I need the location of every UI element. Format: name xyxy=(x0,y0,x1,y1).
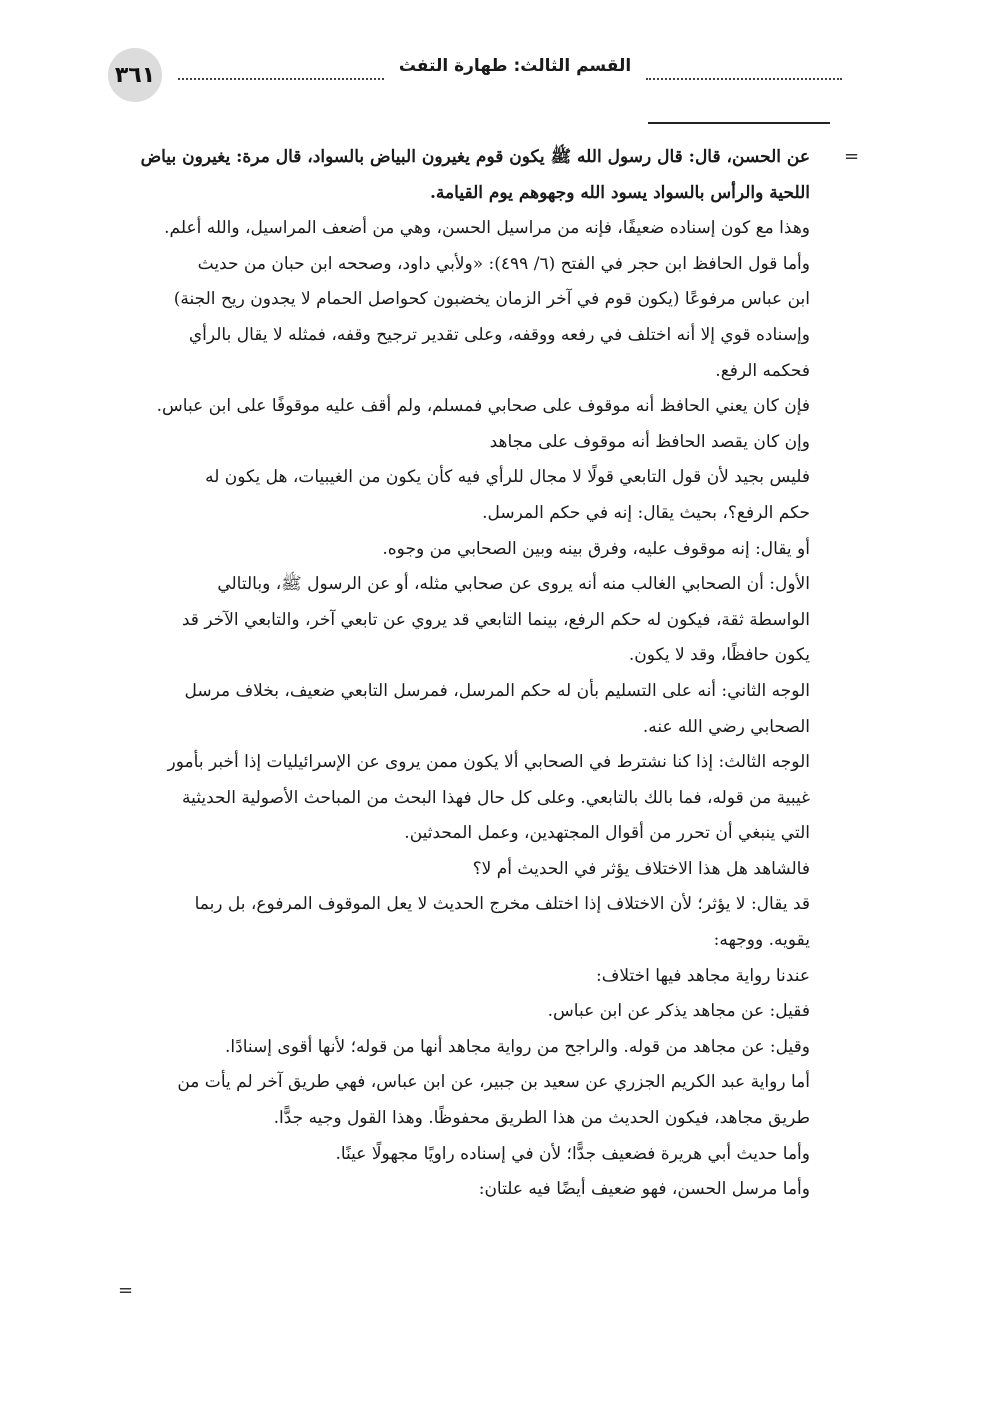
text-line: وإسناده قوي إلا أنه اختلف في رفعه ووقفه، وعلى تقدير ترجيح وقفه، فمثله لا يقال بالرأي xyxy=(188,324,810,345)
text-line: حكم الرفع؟، بحيث يقال: إنه في حكم المرسل. xyxy=(482,502,810,523)
page-number: ٣٦١ xyxy=(108,48,162,102)
text-line: الواسطة ثقة، فيكون له حكم الرفع، بينما التابعي قد يروي عن تابعي آخر، والتابعي الآخر قد xyxy=(181,609,810,630)
text-line: عن الحسن، قال: قال رسول الله ﷺ يكون قوم يغيرون البياض بالسواد، قال مرة: يغيرون بياض xyxy=(140,147,810,167)
continuation-mark-top: = xyxy=(844,146,860,167)
text-line: وإن كان يقصد الحافظ أنه موقوف على مجاهد xyxy=(489,431,810,452)
text-line: فليس بجيد لأن قول التابعي قولًا لا مجال للرأي فيه كأن يكون من الغيبيات، هل يكون له xyxy=(205,467,810,488)
text-line: فقيل: عن مجاهد يذكر عن ابن عباس. xyxy=(547,1001,810,1022)
text-line: التي ينبغي أن تحرر من أقوال المجتهدين، وعمل المحدثين. xyxy=(404,823,810,844)
header-dotted-leader-left xyxy=(178,78,384,80)
text-line: غيبية من قوله، فما بالك بالتابعي. وعلى كل حال فهذا البحث من المباحث الأصولية الحديثية xyxy=(182,787,810,808)
text-line: طريق مجاهد، فيكون الحديث من هذا الطريق محفوظًا. وهذا القول وجيه جدًّا. xyxy=(273,1108,810,1129)
text-line: وقيل: عن مجاهد من قوله. والراجح من رواية مجاهد أنها من قوله؛ لأنها أقوى إسنادًا. xyxy=(225,1036,810,1057)
text-line: أما رواية عبد الكريم الجزري عن سعيد بن جبير، عن ابن عباس، فهي طريق آخر لم يأت من xyxy=(177,1072,810,1093)
chapter-title: القسم الثالث: طهارة التفث xyxy=(398,56,632,76)
text-line: الأول: أن الصحابي الغالب منه أنه يروى عن صحابي مثله، أو عن الرسول ﷺ، وبالتالي xyxy=(217,574,810,595)
text-line: فالشاهد هل هذا الاختلاف يؤثر في الحديث أم لا؟ xyxy=(472,858,810,879)
text-line: عندنا رواية مجاهد فيها اختلاف: xyxy=(596,965,810,986)
text-line: فإن كان يعني الحافظ أنه موقوف على صحابي فمسلم، ولم أقف عليه موقوفًا على ابن عباس. xyxy=(156,396,810,417)
footnote-separator-rule xyxy=(648,122,830,124)
text-line: أو يقال: إنه موقوف عليه، وفرق بينه وبين الصحابي من وجوه. xyxy=(382,538,810,559)
text-line: وأما مرسل الحسن، فهو ضعيف أيضًا فيه علتان: xyxy=(478,1179,810,1200)
text-line: ابن عباس مرفوعًا (يكون قوم في آخر الزمان يخضبون كحواصل الحمام لا يجدون ريح الجنة) xyxy=(173,289,810,310)
text-line: الوجه الثالث: إذا كنا نشترط في الصحابي ألا يكون ممن يروى عن الإسرائيليات إذا أخبر بأمور xyxy=(167,752,810,773)
text-line: فحكمه الرفع. xyxy=(715,360,810,381)
text-line: يكون حافظًا، وقد لا يكون. xyxy=(628,645,810,666)
text-line: قد يقال: لا يؤثر؛ لأن الاختلاف إذا اختلف مخرج الحديث لا يعل الموقوف المرفوع، بل ربما xyxy=(194,894,810,915)
continuation-mark-bottom: = xyxy=(118,1280,134,1301)
text-line: وأما حديث أبي هريرة فضعيف جدًّا؛ لأن في إسناده راويًا مجهولًا عينًا. xyxy=(335,1143,810,1164)
page-header xyxy=(106,48,846,104)
text-line: اللحية والرأس بالسواد يسود الله وجهوهم يوم القيامة. xyxy=(430,182,810,203)
text-line: وهذا مع كون إسناده ضعيفًا، فإنه من مراسيل الحسن، وهي من أضعف المراسيل، والله أعلم. xyxy=(164,218,810,239)
footnote-body xyxy=(116,140,810,1208)
header-dotted-leader-right xyxy=(646,78,842,80)
text-line: وأما قول الحافظ ابن حجر في الفتح (٦/ ٤٩٩): «ولأبي داود، وصححه ابن حبان من حديث xyxy=(197,253,810,274)
text-line: الوجه الثاني: أنه على التسليم بأن له حكم المرسل، فمرسل التابعي ضعيف، بخلاف مرسل xyxy=(184,680,810,701)
text-line: يقويه. ووجهه: xyxy=(713,930,810,951)
text-line: الصحابي رضي الله عنه. xyxy=(642,716,810,737)
